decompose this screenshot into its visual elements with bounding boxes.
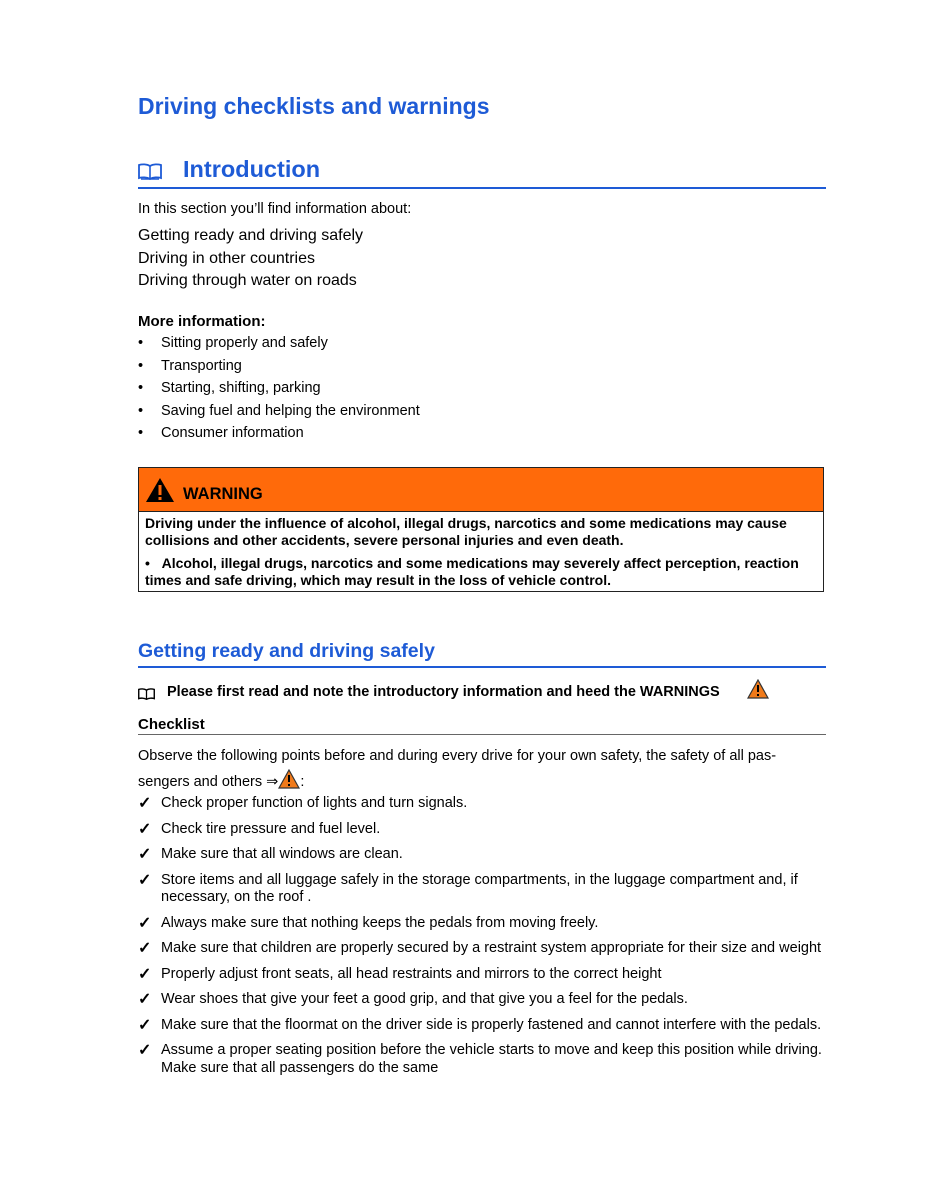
checklist-item-text: Always make sure that nothing keeps the pedals from moving freely. xyxy=(161,914,599,931)
warning-bullet xyxy=(145,555,815,589)
checklist-item xyxy=(138,966,826,984)
check-mark-icon: ✓ xyxy=(138,820,152,838)
more-info-link[interactable]: Consumer information xyxy=(161,425,304,441)
section-title: Getting ready and driving safely xyxy=(138,640,435,662)
intro-lead-text: In this section you’ll find information about: xyxy=(138,201,412,217)
checklist-item xyxy=(138,1017,826,1035)
checklist-heading xyxy=(138,716,826,735)
checklist-item-text: Store items and all luggage safely in the storage compartments, in the luggage compartment and, if necessary, on the roof . xyxy=(161,871,798,905)
checklist-item-text: Properly adjust front seats, all head restraints and mirrors to the correct height xyxy=(161,965,662,982)
section-heading xyxy=(138,640,826,668)
checklist-intro-text: Observe the following points before and during every drive for your own safety, the safety of all pas-sengers and others ⇒ xyxy=(138,748,777,790)
warning-label: WARNING xyxy=(183,485,263,503)
bullet-icon: • xyxy=(138,402,144,419)
warning-box xyxy=(138,467,824,592)
checklist-item xyxy=(138,915,826,933)
check-mark-icon: ✓ xyxy=(138,1042,152,1059)
page-title: Driving checklists and warnings xyxy=(138,93,490,119)
checklist xyxy=(138,795,826,1077)
checklist-item-text: Check proper function of lights and turn signals. xyxy=(161,795,468,811)
intro-note xyxy=(138,679,826,703)
check-mark-icon: ✓ xyxy=(138,795,152,812)
checklist-title: Checklist xyxy=(138,716,205,733)
check-mark-icon: ✓ xyxy=(138,991,152,1008)
check-mark-icon: ✓ xyxy=(138,1016,152,1034)
warning-bullet-text: Alcohol, illegal drugs, narcotics and some medications may severely affect perception, reaction times and safe driving, which may result in the loss of vehicle control. xyxy=(145,555,799,588)
check-mark-icon: ✓ xyxy=(138,846,152,863)
bullet-icon: • xyxy=(138,425,144,441)
book-icon xyxy=(138,688,155,700)
introduction-title: Introduction xyxy=(183,156,321,182)
checklist-item-text: Make sure that the floormat on the driver side is properly fastened and cannot interfere with the pedals. xyxy=(161,1016,822,1033)
warning-triangle-icon xyxy=(145,477,175,503)
checklist-item xyxy=(138,872,826,907)
more-info-link[interactable]: Saving fuel and helping the environment xyxy=(161,402,420,419)
more-info-link[interactable]: Starting, shifting, parking xyxy=(161,380,321,396)
warning-body xyxy=(145,515,815,595)
book-icon xyxy=(138,163,162,180)
checklist-intro-colon: : xyxy=(300,774,305,790)
check-mark-icon: ✓ xyxy=(138,940,152,957)
warning-triangle-icon[interactable] xyxy=(747,679,769,699)
checklist-item xyxy=(138,940,826,958)
topic-list xyxy=(138,225,363,293)
checklist-item xyxy=(138,1042,826,1077)
checklist-item-text: Check tire pressure and fuel level. xyxy=(161,820,381,837)
topic-link[interactable]: Driving through water on roads xyxy=(138,272,357,289)
intro-note-text: Please first read and note the introductory information and heed the WARNINGS xyxy=(167,684,720,700)
more-info-link[interactable]: Sitting properly and safely xyxy=(161,335,328,351)
bullet-icon: • xyxy=(138,335,144,351)
check-mark-icon: ✓ xyxy=(138,965,152,983)
more-info-link[interactable]: Transporting xyxy=(161,357,242,374)
check-mark-icon: ✓ xyxy=(138,871,152,889)
topic-link[interactable]: Getting ready and driving safely xyxy=(138,227,364,244)
more-information-title: More information: xyxy=(138,313,266,330)
bullet-icon: • xyxy=(145,555,162,571)
checklist-item-text: Assume a proper seating position before the vehicle starts to move and keep this position while driving. Make sure that all passengers do the same xyxy=(161,1042,822,1076)
bullet-icon: • xyxy=(138,357,144,374)
checklist-item-text: Make sure that children are properly secured by a restraint system appropriate for their size and weight xyxy=(161,940,822,956)
introduction-heading xyxy=(138,155,826,189)
check-mark-icon: ✓ xyxy=(138,914,152,932)
bullet-icon: • xyxy=(138,380,144,396)
checklist-item-text: Make sure that all windows are clean. xyxy=(161,846,403,862)
topic-link[interactable]: Driving in other countries xyxy=(138,249,315,267)
checklist-item xyxy=(138,821,826,839)
warning-triangle-icon[interactable] xyxy=(278,769,300,789)
checklist-item xyxy=(138,795,826,813)
checklist-intro xyxy=(138,743,826,795)
warning-paragraph: Driving under the influence of alcohol, illegal drugs, narcotics and some medications may cause collisions and other accidents, severe personal injuries and even death. xyxy=(145,515,787,548)
checklist-item-text: Wear shoes that give your feet a good grip, and that give you a feel for the pedals. xyxy=(161,991,688,1007)
warning-header xyxy=(139,468,823,512)
checklist-item xyxy=(138,991,826,1009)
checklist-item xyxy=(138,846,826,864)
